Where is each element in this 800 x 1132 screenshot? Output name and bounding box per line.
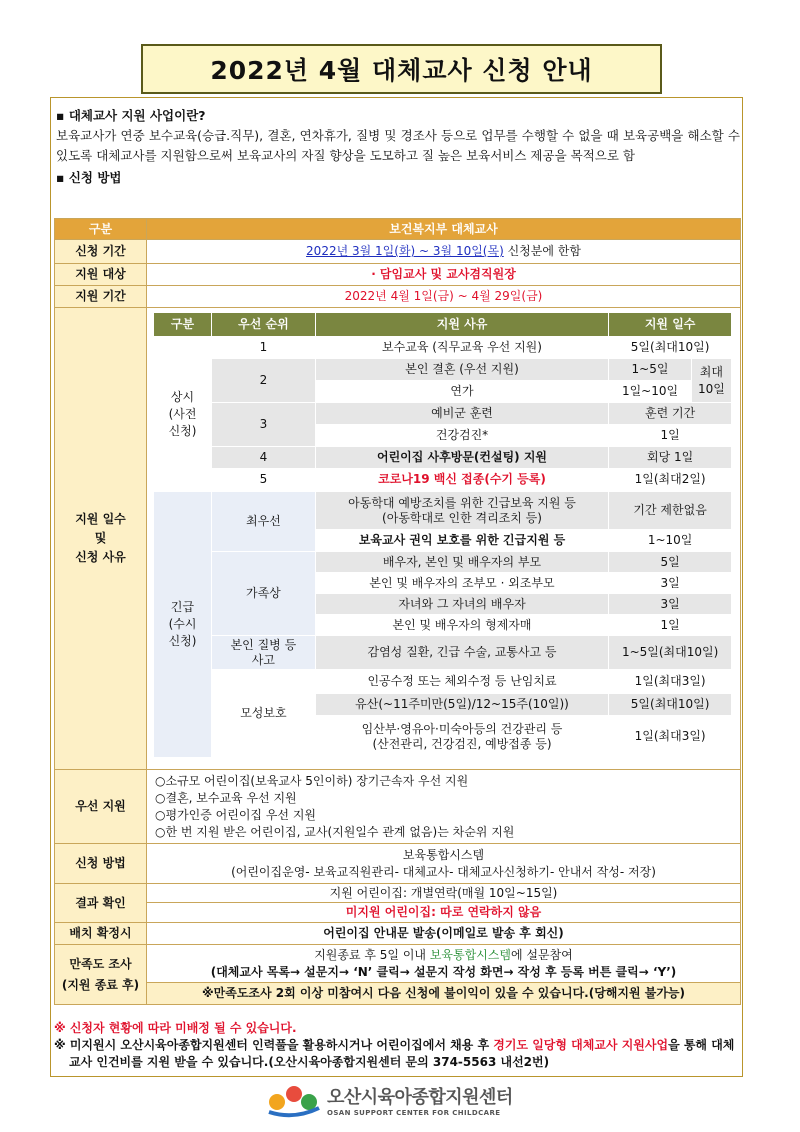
logo-name: 오산시육아종합지원센터 bbox=[327, 1087, 513, 1108]
inner-header-type: 구분 bbox=[154, 313, 212, 337]
survey-1a: 지원종료 후 5일 이내 bbox=[314, 947, 430, 962]
days-3b: 1일 bbox=[609, 425, 732, 447]
sangsi-1: 상시 bbox=[170, 389, 195, 404]
survey-1b: 보육통합시스템 bbox=[429, 947, 511, 962]
sick-label-1: 본인 질병 등 bbox=[230, 637, 297, 652]
family-reason-1: 배우자, 본인 및 배우자의 부모 bbox=[315, 552, 608, 573]
mother-reason-2: 유산(~11주미만(5일)/12~15주(10일)) bbox=[315, 694, 608, 716]
days-top-b: 1~10일 bbox=[609, 530, 732, 552]
max-1: 최대 bbox=[699, 364, 723, 379]
intro-section bbox=[56, 106, 740, 188]
reason-5: 코로나19 백신 접종(수기 등록) bbox=[315, 469, 608, 491]
header-category: 구분 bbox=[55, 219, 147, 240]
support-period-value: 2022년 4월 1일(금) ~ 4월 29일(금) bbox=[147, 286, 741, 308]
mother-reason-1: 인공수정 또는 체외수정 등 난임치료 bbox=[315, 670, 608, 694]
mother-days-3: 1일(최대3일) bbox=[609, 716, 732, 758]
priority-list bbox=[147, 770, 741, 844]
rank-3: 3 bbox=[212, 403, 316, 447]
logo-mark-icon bbox=[265, 1082, 323, 1118]
sangsi-2: (사전 bbox=[168, 406, 197, 421]
period-suffix: 신청분에 한함 bbox=[503, 244, 581, 258]
sangsi-label bbox=[154, 337, 212, 492]
mother-reason-3a: 임산부·영유아·미숙아등의 건강관리 등 bbox=[361, 721, 563, 736]
reason-2b: 연가 bbox=[315, 381, 608, 403]
support-period-label: 지원 기간 bbox=[55, 286, 147, 308]
reason-top-b: 보육교사 권익 보호를 위한 긴급지원 등 bbox=[315, 530, 608, 552]
max-days bbox=[691, 359, 731, 403]
priority-item: ○평가인증 어린이집 우선 지원 bbox=[155, 807, 317, 822]
application-table bbox=[54, 218, 741, 1005]
gingeup-2: (수시 bbox=[168, 617, 197, 631]
survey-line-2: (대체교사 목록→ 설문지→ ‘N’ 클릭→ 설문지 작성 화면→ 작성 후 등록 버튼 클릭→ ‘Y’) bbox=[210, 964, 677, 979]
reason-top-a2: (아동학대로 인한 격리조치 등) bbox=[382, 510, 542, 525]
note-2a: ※ 미지원시 오산시육아종합지원센터 인력풀을 활용하시거나 어린이집에서 채용 후 bbox=[54, 1038, 494, 1052]
result-1: 지원 어린이집: 개별연락(매월 10일~15일) bbox=[147, 884, 741, 903]
days-label-2: 및 bbox=[94, 531, 107, 545]
days-label-1: 지원 일수 bbox=[75, 512, 126, 526]
survey-label bbox=[55, 945, 147, 1005]
page-title: 2022년 4월 대체교사 신청 안내 bbox=[141, 44, 662, 94]
days-top-a: 기간 제한없음 bbox=[609, 492, 732, 530]
days-cell bbox=[147, 308, 741, 770]
family-reason-4: 본인 및 배우자의 형제자매 bbox=[315, 615, 608, 636]
mother-days-1: 1일(최대3일) bbox=[609, 670, 732, 694]
header-program: 보건복지부 대체교사 bbox=[147, 219, 741, 240]
sick-label bbox=[212, 636, 316, 670]
mother-days-2: 5일(최대10일) bbox=[609, 694, 732, 716]
reason-2a: 본인 결혼 (우선 지원) bbox=[315, 359, 608, 381]
survey-1c: 에 설문참여 bbox=[511, 947, 573, 962]
priority-item: ○결혼, 보수교육 우선 지원 bbox=[155, 790, 297, 805]
period-label: 신청 기간 bbox=[55, 240, 147, 264]
survey-warning: ※만족도조사 2회 이상 미참여시 다음 신청에 불이익이 있을 수 있습니다.(당해지원 불가능) bbox=[147, 983, 741, 1005]
reason-top-a bbox=[315, 492, 608, 530]
period-cell bbox=[147, 240, 741, 264]
reason-top-a1: 아동학대 예방조치를 위한 긴급보육 지원 등 bbox=[348, 495, 576, 510]
survey-label-2: (지원 종료 후) bbox=[61, 977, 140, 992]
center-logo bbox=[265, 1080, 545, 1120]
priority-item: ○한 번 지원 받은 어린이집, 교사(지원일수 관계 없음)는 차순위 지원 bbox=[155, 824, 515, 839]
rank-4: 4 bbox=[212, 447, 316, 469]
inner-header-days: 지원 일수 bbox=[609, 313, 732, 337]
family-days-4: 1일 bbox=[609, 615, 732, 636]
survey-cell bbox=[147, 945, 741, 983]
result-2: 미지원 어린이집: 따로 연락하지 않음 bbox=[147, 903, 741, 923]
logo-sub: OSAN SUPPORT CENTER FOR CHILDCARE bbox=[327, 1109, 501, 1117]
sangsi-3: 신청) bbox=[168, 423, 197, 438]
sick-reason: 감염성 질환, 긴급 수술, 교통사고 등 bbox=[315, 636, 608, 670]
days-3a: 훈련 기간 bbox=[609, 403, 732, 425]
period-value: 2022년 3월 1일(화) ~ 3월 10일(목) bbox=[306, 244, 504, 258]
max-2: 10일 bbox=[697, 381, 725, 396]
mother-reason-3 bbox=[315, 716, 608, 758]
note-2b: 경기도 일당형 대체교사 지원사업 bbox=[493, 1038, 669, 1052]
family-label: 가족상 bbox=[212, 552, 316, 636]
method-heading: ▪ 신청 방법 bbox=[56, 170, 122, 185]
days-2b: 1일~10일 bbox=[609, 381, 692, 403]
gingeup-3: 신청) bbox=[168, 634, 197, 648]
method-label: 신청 방법 bbox=[55, 844, 147, 884]
note-2c: 을 통해 대체교사 인건비를 지원 받을 수 있습니다.(오산시육아종합지원센터 문의 374-5563 내선2번) bbox=[69, 1038, 735, 1069]
inner-header-reason: 지원 사유 bbox=[315, 313, 608, 337]
reason-4: 어린이집 사후방문(컨설팅) 지원 bbox=[315, 447, 608, 469]
mother-reason-3b: (산전관리, 건강검진, 예방접종 등) bbox=[372, 736, 552, 751]
family-days-2: 3일 bbox=[609, 573, 732, 594]
gingeup-1: 긴급 bbox=[170, 600, 195, 614]
sick-label-2: 사고 bbox=[251, 652, 275, 667]
footnotes bbox=[54, 1020, 744, 1071]
note-2 bbox=[54, 1037, 744, 1071]
target-value: · 담임교사 및 교사겸직원장 bbox=[147, 264, 741, 286]
survey-label-1: 만족도 조사 bbox=[69, 956, 132, 971]
days-label bbox=[55, 308, 147, 770]
reason-3b: 건강검진* bbox=[315, 425, 608, 447]
dispatch-value: 어린이집 안내문 발송(이메일로 발송 후 회신) bbox=[147, 923, 741, 945]
days-2a: 1~5일 bbox=[609, 359, 692, 381]
days-5: 1일(최대2일) bbox=[609, 469, 732, 491]
result-label: 결과 확인 bbox=[55, 884, 147, 923]
rank-5: 5 bbox=[212, 469, 316, 491]
family-reason-2: 본인 및 배우자의 조부모 · 외조부모 bbox=[315, 573, 608, 594]
inner-header-rank: 우선 순위 bbox=[212, 313, 316, 337]
top-priority-label: 최우선 bbox=[212, 492, 316, 552]
rank-2: 2 bbox=[212, 359, 316, 403]
intro-heading: ▪ 대체교사 지원 사업이란? bbox=[56, 108, 206, 123]
priority-item: ○소규모 어린이집(보육교사 5인이하) 장기근속자 우선 지원 bbox=[155, 773, 469, 788]
rank-1: 1 bbox=[212, 337, 316, 359]
family-days-1: 5일 bbox=[609, 552, 732, 573]
mother-label: 모성보호 bbox=[212, 670, 316, 758]
family-days-3: 3일 bbox=[609, 594, 732, 615]
reason-3a: 예비군 훈련 bbox=[315, 403, 608, 425]
intro-body: 보육교사가 연중 보수교육(승급.직무), 결혼, 연차휴가, 질병 및 경조사 등으로 업무를 수행할 수 없을 때 보육공백을 해소할 수 있도록 대체교사를 지원함으로써 보육교사의 자질 향상을 도모하고 질 높은 보육서비스 제공을 목적으로 함 bbox=[56, 128, 740, 163]
target-label: 지원 대상 bbox=[55, 264, 147, 286]
days-4: 회당 1일 bbox=[609, 447, 732, 469]
method-system: 보육통합시스템 bbox=[402, 847, 485, 862]
days-label-3: 신청 사유 bbox=[75, 550, 126, 564]
method-cell bbox=[147, 844, 741, 884]
method-path: (어린이집운영- 보육교직원관리- 대체교사- 대체교사신청하기- 안내서 작성- 저장) bbox=[231, 864, 656, 879]
days-1: 5일(최대10일) bbox=[609, 337, 732, 359]
reason-1: 보수교육 (직무교육 우선 지원) bbox=[315, 337, 608, 359]
dispatch-label: 배치 확정시 bbox=[55, 923, 147, 945]
family-reason-3: 자녀와 그 자녀의 배우자 bbox=[315, 594, 608, 615]
survey-line-1 bbox=[150, 947, 737, 964]
reasons-table bbox=[153, 312, 732, 758]
priority-label: 우선 지원 bbox=[55, 770, 147, 844]
gingeup-label bbox=[154, 492, 212, 758]
sick-days: 1~5일(최대10일) bbox=[609, 636, 732, 670]
note-1: ※ 신청자 현황에 따라 미배정 될 수 있습니다. bbox=[54, 1021, 297, 1035]
